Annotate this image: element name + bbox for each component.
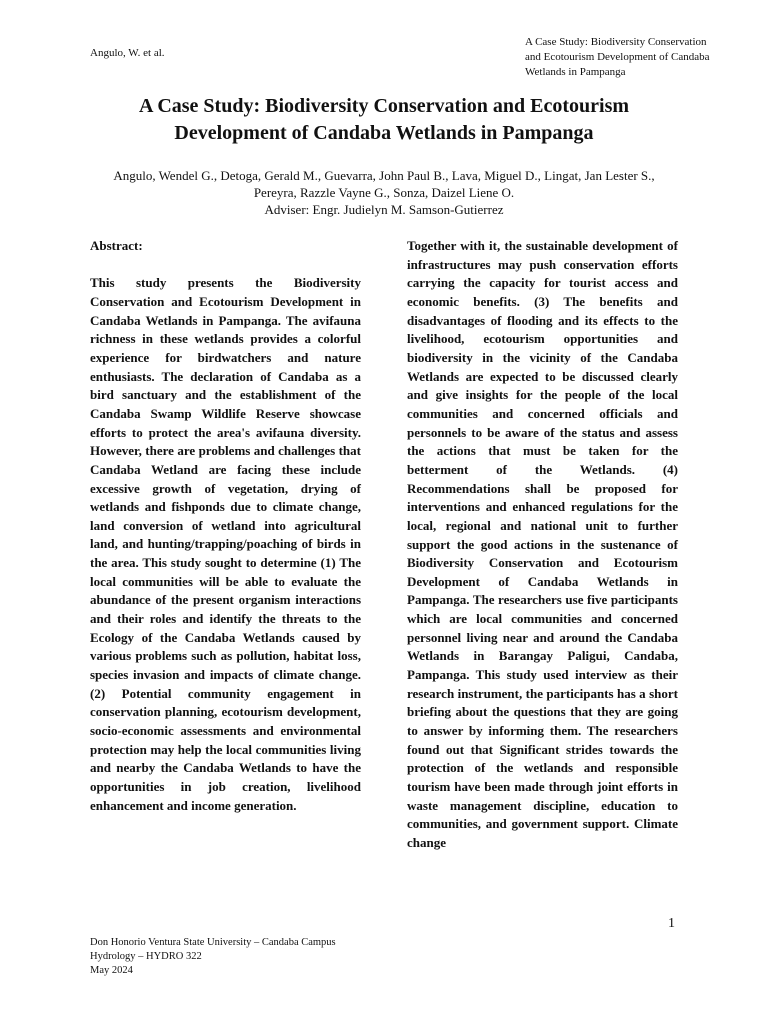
author-list bbox=[60, 167, 708, 218]
adviser-line: Adviser: Engr. Judielyn M. Samson-Gutierrez bbox=[264, 202, 504, 217]
abstract-column-right bbox=[407, 237, 678, 853]
page-number: 1 bbox=[668, 916, 675, 931]
running-title-line: A Case Study: Biodiversity Conservation bbox=[525, 36, 707, 48]
footer-line: May 2024 bbox=[90, 965, 133, 976]
abstract-text-right: Together with it, the sustainable development of infrastructures may push conservation efforts carrying the capacity for tourist access and economic benefits. (3) The benefits and disadvantages of flooding and its effects to the livelihood, ecotourism opportunities and biodiversity in the vicinity of the Candaba Wetlands are expected to be discussed clearly and give insights for the people of the local communities and concerned officials and personnels to be aware of the status and assess the actions that must be taken for the betterment of the Wetlands. (4) Recommendations shall be proposed for interventions and enhanced regulations for the local, regional and national unit to further support the good actions in the sustenance of Biodiversity Conservation and Ecotourism Development of Candaba Wetlands in Pampanga. The researchers use five participants which are local communities and concerned personnel living near and around the Candaba Wetlands in Barangay Paligui, Candaba, Pampanga. This study used interview as their research instrument, the participants has a short briefing about the questions that they are going to answer by informing them. The researchers found out that Significant strides towards the protection of the wetlands and responsible tourism have been made through joint efforts in waste management discipline, education to communities, and government support. Climate change bbox=[407, 238, 678, 850]
footer-line: Don Honorio Ventura State University – Candaba Campus bbox=[90, 937, 336, 948]
running-title-line: Wetlands in Pampanga bbox=[525, 66, 626, 78]
paper-title-line: Development of Candaba Wetlands in Pampanga bbox=[174, 122, 594, 144]
paper-title bbox=[60, 93, 708, 147]
page-footer bbox=[90, 936, 336, 978]
author-line: Pereyra, Razzle Vayne G., Sonza, Daizel Liene O. bbox=[253, 185, 515, 200]
abstract-column-left bbox=[90, 237, 361, 815]
abstract-text-left: This study presents the Biodiversity Conservation and Ecotourism Development in Candaba Wetlands in Pampanga. The avifauna richness in these wetlands provides a colorful experience for birdwatchers and nature enthusiasts. The declaration of Candaba as a bird sanctuary and the establishment of the Candaba Swamp Wildlife Reserve showcase efforts to protect the area's avifauna diversity. However, there are problems and challenges that Candaba Wetland are facing these include excessive growth of vegetation, drying of wetlands and fishponds due to climate change, land conversion of wetland into agricultural land, and hunting/trapping/poaching of birds in the area. This study sought to determine (1) The local communities will be able to evaluate the abundance of the present organism interactions and their roles and identify the threats to the Ecology of the Candaba Wetlands caused by various problems such as pollution, habitat loss, species invasion and impacts of climate change. (2) Potential community engagement in conservation planning, ecotourism development, socio-economic assessments and environmental protection may help the local communities living and nearby the Candaba Wetlands to have the opportunities in job creation, livelihood enhancement and income generation. bbox=[90, 275, 361, 813]
abstract-heading: Abstract: bbox=[90, 238, 143, 253]
footer-line: Hydrology – HYDRO 322 bbox=[90, 951, 202, 962]
running-author: Angulo, W. et al. bbox=[90, 47, 165, 59]
paper-title-line: A Case Study: Biodiversity Conservation and Ecotourism bbox=[138, 95, 630, 117]
author-line: Angulo, Wendel G., Detoga, Gerald M., Guevarra, John Paul B., Lava, Miguel D., Lingat, Jan Lester S., bbox=[113, 168, 655, 183]
running-title-line: and Ecotourism Development of Candaba bbox=[525, 51, 710, 63]
running-title bbox=[525, 35, 740, 80]
